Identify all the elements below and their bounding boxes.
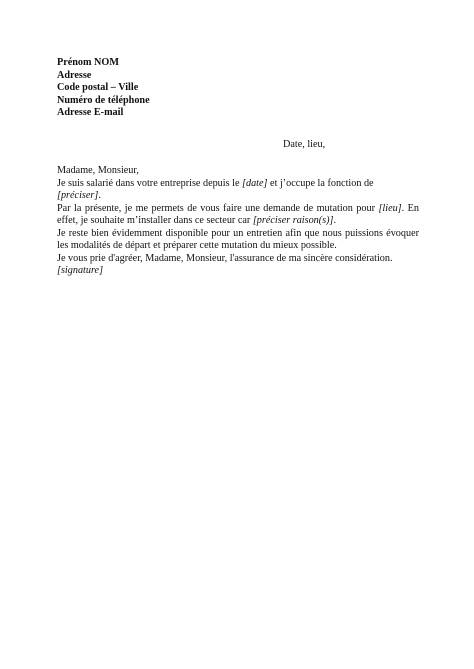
paragraph-text: . bbox=[98, 190, 101, 201]
place-placeholder: [lieu] bbox=[378, 202, 402, 214]
paragraph-text: . bbox=[333, 215, 337, 226]
reason-placeholder: [préciser raison(s)] bbox=[252, 215, 334, 226]
place-date: Date, lieu, bbox=[283, 139, 326, 150]
sender-phone: Numéro de téléphone bbox=[57, 94, 150, 106]
role-placeholder: [préciser] bbox=[57, 190, 99, 201]
sender-email: Adresse E-mail bbox=[57, 107, 124, 119]
salutation: Madame, Monsieur, bbox=[57, 165, 139, 176]
signature-placeholder: [signature] bbox=[57, 265, 104, 276]
paragraph-availability: Je reste bien évidemment disponible pour un entretien afin que nous puissions évoquer les modalités de départ et préparer cette mutation du mieux possible. bbox=[57, 227, 419, 251]
paragraph-employment bbox=[57, 178, 419, 203]
letter-body bbox=[57, 165, 419, 278]
sender-postal-city: Code postal – Ville bbox=[57, 82, 139, 94]
paragraph-text: Je suis salarié dans votre entreprise depuis le bbox=[57, 177, 243, 189]
paragraph-request bbox=[57, 203, 419, 228]
sender-name: Prénom NOM bbox=[57, 57, 119, 68]
date-placeholder: [date] bbox=[242, 177, 268, 189]
paragraph-text: Par la présente, je me permets de vous faire une demande de mutation pour bbox=[57, 202, 379, 214]
paragraph-text: et j’occupe la fonction de bbox=[267, 177, 374, 189]
closing-formula: Je vous prie d'agréer, Madame, Monsieur, l'assurance de ma sincère considération. bbox=[57, 252, 393, 264]
sender-block bbox=[57, 57, 150, 120]
paragraph-text: . En effet, je souhaite m’installer dans ce secteur car bbox=[57, 202, 419, 226]
sender-address: Adresse bbox=[57, 69, 92, 81]
